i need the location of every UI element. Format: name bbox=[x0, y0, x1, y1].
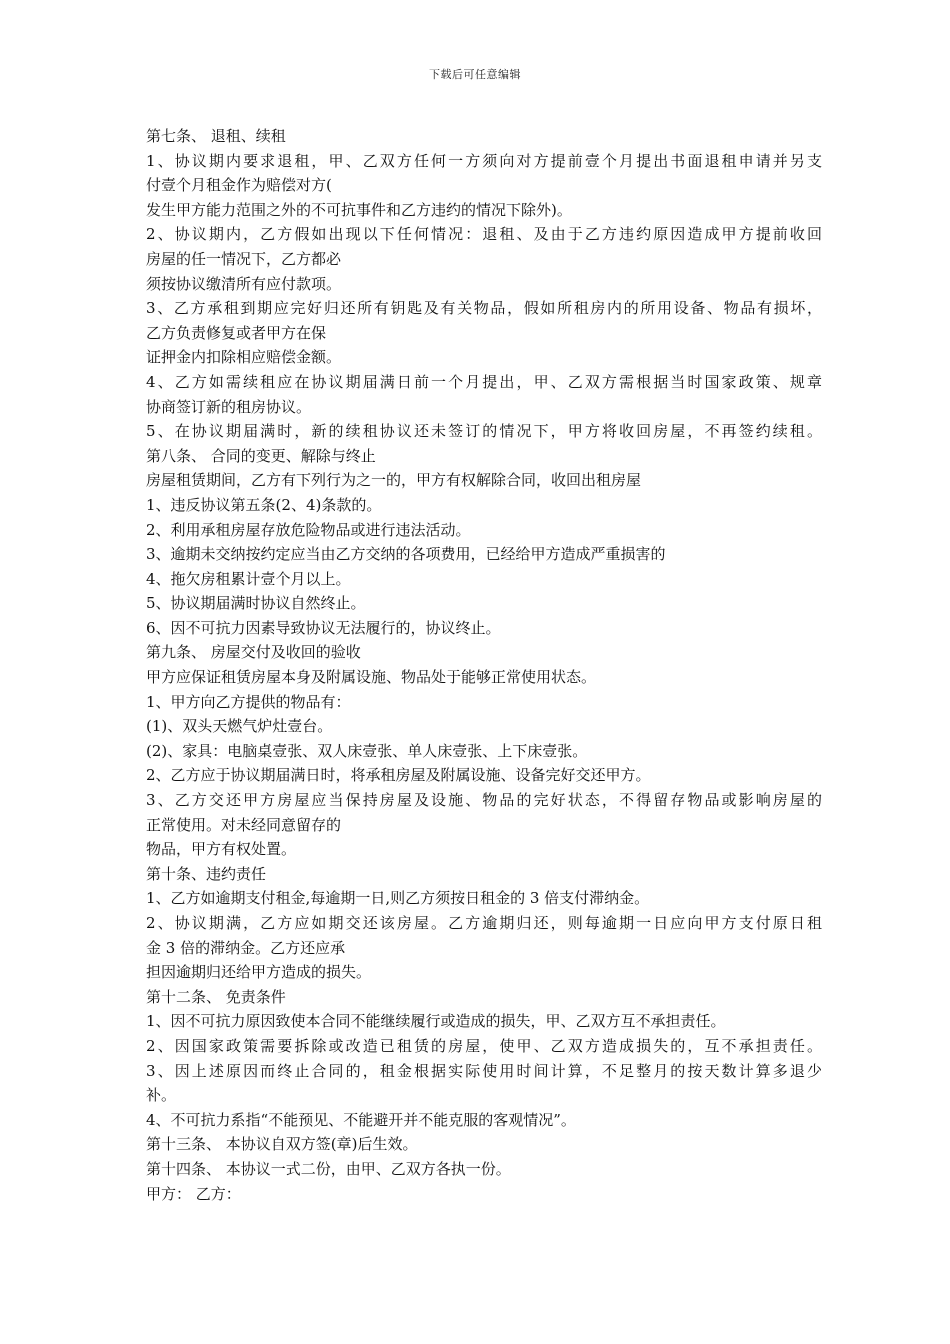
text-line: 房屋租赁期间，乙方有下列行为之一的，甲方有权解除合同，收回出租房屋 bbox=[146, 471, 642, 490]
text-line: 第十三条、 本协议自双方签(章)后生效。 bbox=[146, 1135, 418, 1154]
text-line: 补。 bbox=[146, 1086, 177, 1105]
text-line: 乙方负责修复或者甲方在保 bbox=[146, 323, 327, 342]
text-line: 6、因不可抗力因素导致协议无法履行的，协议终止。 bbox=[146, 618, 501, 637]
text-line: 付壹个月租金作为赔偿对方( bbox=[146, 176, 332, 195]
text-line: 5、协议期届满时协议自然终止。 bbox=[146, 594, 366, 613]
text-line: 1、违反协议第五条(2、4)条款的。 bbox=[146, 495, 382, 514]
text-line: 房屋的任一情况下，乙方都必 bbox=[146, 249, 342, 268]
text-line: 担因逾期归还给甲方造成的损失。 bbox=[146, 963, 372, 982]
text-line: 金 3 倍的滞纳金。乙方还应承 bbox=[146, 938, 346, 957]
text-line: (2)、家具：电脑桌壹张、双人床壹张、单人床壹张、上下床壹张。 bbox=[146, 741, 588, 760]
text-line: 第九条、 房屋交付及收回的验收 bbox=[146, 643, 361, 662]
text-line: 正常使用。对未经同意留存的 bbox=[146, 815, 342, 834]
page-header: 下载后可任意编辑 bbox=[429, 68, 521, 81]
text-line: 3、逾期未交纳按约定应当由乙方交纳的各项费用，已经给甲方造成严重损害的 bbox=[146, 545, 666, 564]
text-line: 甲方： 乙方： bbox=[146, 1184, 241, 1203]
text-line: 第七条、 退租、续租 bbox=[146, 127, 286, 145]
text-line: 5、在协议期届满时，新的续租协议还未签订的情况下，甲方将收回房屋，不再签约续租。 bbox=[146, 422, 822, 441]
text-line: 2、协议期内，乙方假如出现以下任何情况：退租、及由于乙方违约原因造成甲方提前收回 bbox=[146, 225, 822, 244]
text-line: 4、乙方如需续租应在协议期届满日前一个月提出，甲、乙双方需根据当时国家政策、规章 bbox=[146, 372, 822, 391]
text-line: 1、甲方向乙方提供的物品有： bbox=[146, 692, 351, 711]
text-line: 3、乙方交还甲方房屋应当保持房屋及设施、物品的完好状态，不得留存物品或影响房屋的 bbox=[146, 791, 822, 810]
text-line: 3、因上述原因而终止合同的，租金根据实际使用时间计算，不足整月的按天数计算多退少 bbox=[146, 1061, 822, 1080]
text-line: 证押金内扣除相应赔偿金额。 bbox=[146, 348, 342, 367]
text-line: 第十二条、 免责条件 bbox=[146, 987, 286, 1006]
text-line: 1、乙方如逾期支付租金,每逾期一日,则乙方须按日租金的 3 倍支付滞纳金。 bbox=[146, 889, 650, 908]
text-line: 物品，甲方有权处置。 bbox=[146, 840, 297, 859]
text-line: 2、利用承租房屋存放危险物品或进行违法活动。 bbox=[146, 520, 471, 539]
text-line: 甲方应保证租赁房屋本身及附属设施、物品处于能够正常使用状态。 bbox=[146, 668, 597, 687]
text-line: 2、乙方应于协议期届满日时，将承租房屋及附属设施、设备完好交还甲方。 bbox=[146, 766, 651, 785]
text-line: 第十条、违约责任 bbox=[146, 864, 267, 883]
text-line: 2、因国家政策需要拆除或改造已租赁的房屋，使甲、乙双方造成损失的，互不承担责任。 bbox=[146, 1036, 822, 1055]
text-line: 1、协议期内要求退租，甲、乙双方任何一方须向对方提前壹个月提出书面退租申请并另支 bbox=[146, 151, 822, 170]
text-line: 协商签订新的租房协议。 bbox=[146, 397, 312, 416]
text-line: 2、协议期满，乙方应如期交还该房屋。乙方逾期归还，则每逾期一日应向甲方支付原日租 bbox=[146, 914, 822, 932]
text-line: 3、乙方承租到期应完好归还所有钥匙及有关物品，假如所租房内的所用设备、物品有损坏， bbox=[146, 299, 822, 318]
text-line: 第十四条、 本协议一式二份，由甲、乙双方各执一份。 bbox=[146, 1159, 511, 1178]
text-line: 发生甲方能力范围之外的不可抗事件和乙方违约的情况下除外)。 bbox=[146, 200, 572, 219]
text-line: (1)、双头天燃气炉灶壹台。 bbox=[146, 717, 333, 736]
text-line: 4、不可抗力系指“不能预见、不能避开并不能克服的客观情况”。 bbox=[146, 1110, 576, 1129]
text-line: 4、拖欠房租累计壹个月以上。 bbox=[146, 569, 351, 588]
document-body bbox=[146, 124, 822, 1206]
text-line: 须按协议缴清所有应付款项。 bbox=[146, 274, 342, 293]
text-line: 1、因不可抗力原因致使本合同不能继续履行或造成的损失，甲、乙双方互不承担责任。 bbox=[146, 1012, 726, 1031]
text-line: 第八条、 合同的变更、解除与终止 bbox=[146, 446, 376, 465]
